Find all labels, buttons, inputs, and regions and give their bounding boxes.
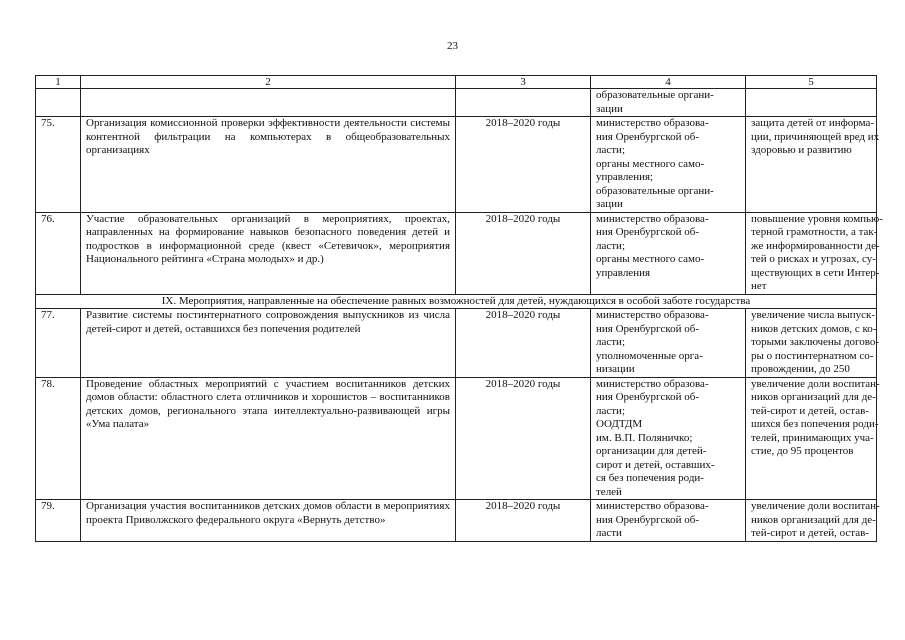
section-heading-row — [36, 294, 877, 309]
row-number-cell: 76. — [36, 212, 81, 294]
executor-line: сирот и детей, оставших- — [596, 458, 715, 471]
description-cell: Организация комиссионной проверки эффективности деятельности системы контентной фильтрации на компьютерах в общеобразовательных организациях — [81, 117, 456, 213]
result-line: увеличение доли воспитан- — [751, 500, 880, 512]
table-row — [36, 500, 877, 542]
executor-line: министерство образова- — [596, 377, 709, 390]
result-line: повышение уровня компью- — [751, 212, 883, 225]
executor-line: ния Оренбургской об- — [596, 226, 700, 238]
result-line: нет — [751, 280, 767, 292]
table-row — [36, 212, 877, 294]
executor-line: ния Оренбургской об- — [596, 513, 700, 526]
description-cell: Проведение областных мероприятий с участием воспитанников детских домов области: областного слета отличников и хорошистов – воспитанников детских домов, регионального этапа интеллектуально-развивающей игры «Ума палата» — [81, 377, 456, 500]
executor-cell — [591, 212, 746, 294]
result-line: терной грамотности, а так- — [751, 226, 878, 238]
executor-line: управления — [596, 266, 651, 279]
result-cell — [746, 117, 880, 213]
executor-line: министерство образова- — [596, 309, 709, 321]
executor-line: ООДТДМ — [596, 418, 643, 430]
executor-line: уполномоченные орга- — [596, 349, 703, 362]
row-number-cell: 75. — [36, 117, 81, 213]
executor-line: телей — [596, 485, 622, 498]
result-cell — [746, 212, 883, 294]
result-line: провождении, до 250 — [751, 363, 850, 375]
executor-line: зации — [596, 198, 623, 210]
executor-line: ласти; — [596, 336, 626, 348]
column-header: 3 — [456, 76, 591, 89]
row-number-cell: 79. — [36, 500, 81, 542]
executor-line: министерство образова- — [596, 117, 709, 129]
executor-cell — [591, 89, 746, 117]
period-cell: 2018–2020 годы — [456, 117, 591, 213]
result-line: увеличение числа выпуск- — [751, 309, 875, 321]
table-header-row — [36, 76, 877, 89]
row-number-cell — [36, 89, 81, 117]
result-line: стие, до 95 процентов — [751, 445, 854, 457]
executor-line: органы местного само- — [596, 253, 705, 265]
column-header: 4 — [591, 76, 746, 89]
result-line: защита детей от информа- — [751, 117, 875, 129]
column-header: 5 — [746, 76, 877, 89]
description-cell: Участие образовательных организаций в мероприятиях, проектах, направленных на формирование навыков безопасного поведения детей и подростков в информационной среде (квест «Сетевичок», мероприятия Национального рейтинга «Страна молодых» и др.) — [81, 212, 456, 294]
continuation-row — [36, 89, 877, 117]
executor-line: ния Оренбургской об- — [596, 130, 700, 143]
table-row — [36, 309, 877, 378]
result-line: увеличение доли воспитан- — [751, 377, 880, 390]
executor-line: ласти; — [596, 239, 626, 252]
period-cell — [456, 89, 591, 117]
result-line: ры о постинтернатном со- — [751, 349, 874, 362]
executor-line: министерство образова- — [596, 500, 709, 512]
result-line: ществующих в сети Интер- — [751, 266, 880, 279]
executor-line: ласти; — [596, 404, 626, 417]
description-cell: Организация участия воспитанников детских домов области в мероприятиях проекта Приволжского федерального округа «Вернуть детство» — [81, 500, 456, 542]
description-cell — [81, 89, 456, 117]
table-row — [36, 377, 877, 500]
period-cell: 2018–2020 годы — [456, 212, 591, 294]
period-cell: 2018–2020 годы — [456, 377, 591, 500]
executor-cell — [591, 309, 746, 378]
result-line: тей-сирот и детей, остав- — [751, 527, 869, 539]
result-line: ции, причиняющей вред их — [751, 130, 880, 143]
column-header: 1 — [36, 76, 81, 89]
result-line: ников организаций для де- — [751, 513, 876, 526]
description-cell: Развитие системы постинтернатного сопровождения выпускников из числа детей-сирот и детей, оставшихся без попечения родителей — [81, 309, 456, 378]
executor-cell — [591, 500, 746, 542]
result-line: торыми заключены догово- — [751, 336, 880, 348]
executor-line: организации для детей- — [596, 445, 707, 457]
executor-line: органы местного само- — [596, 157, 705, 170]
executor-line: министерство образова- — [596, 212, 709, 225]
column-header: 2 — [81, 76, 456, 89]
executor-line: низации — [596, 363, 635, 375]
result-cell — [746, 500, 880, 542]
executor-line: образовательные органи- — [596, 184, 714, 197]
executor-line: ния Оренбургской об- — [596, 391, 700, 403]
period-cell: 2018–2020 годы — [456, 309, 591, 378]
page-number: 23 — [447, 40, 458, 52]
result-cell — [746, 309, 880, 378]
executor-line: управления; — [596, 171, 654, 183]
result-line: ников организаций для де- — [751, 391, 876, 403]
executor-cell — [591, 377, 746, 500]
measures-table — [35, 75, 883, 542]
table-row — [36, 117, 877, 213]
result-line: шихся без попечения роди- — [751, 418, 879, 430]
executor-line: ния Оренбургской об- — [596, 322, 700, 335]
executor-line: зации — [596, 102, 623, 115]
result-line: здоровью и развитию — [751, 144, 852, 156]
result-line: тей-сирот и детей, остав- — [751, 404, 869, 417]
row-number-cell: 78. — [36, 377, 81, 500]
result-line: тей о рисках и угрозах, су- — [751, 253, 876, 265]
executor-line: образовательные органи- — [596, 89, 714, 101]
result-line: же информированности де- — [751, 239, 880, 252]
result-cell — [746, 89, 877, 117]
executor-line: им. В.П. Поляничко; — [596, 431, 693, 444]
result-cell — [746, 377, 880, 500]
executor-line: ся без попечения роди- — [596, 472, 704, 484]
executor-line: ласти; — [596, 144, 626, 156]
row-number-cell: 77. — [36, 309, 81, 378]
result-line: телей, принимающих уча- — [751, 431, 874, 444]
result-line: ников детских домов, с ко- — [751, 322, 877, 335]
executor-cell — [591, 117, 746, 213]
executor-line: ласти — [596, 527, 622, 539]
section-heading: IX. Мероприятия, направленные на обеспечение равных возможностей для детей, нуждающихся в особой заботе государства — [36, 294, 877, 309]
period-cell: 2018–2020 годы — [456, 500, 591, 542]
